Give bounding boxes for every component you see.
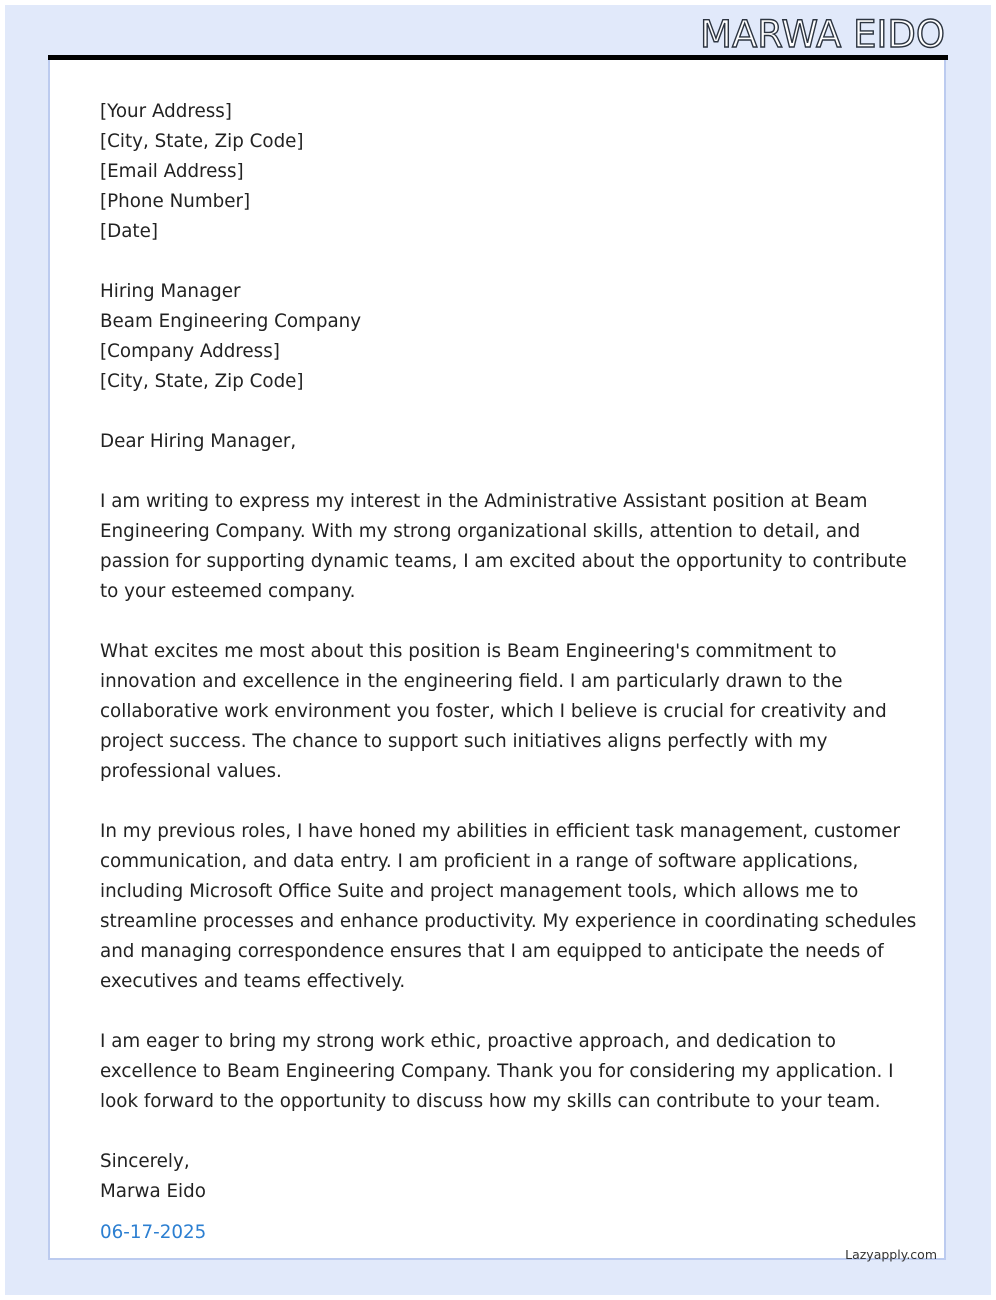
paragraph-line: I am writing to express my interest in the Administrative Assistant position at Beam (100, 491, 868, 512)
paragraph-line: streamline processes and enhance productivity. My experience in coordinating schedules (100, 911, 917, 932)
closing: Sincerely, (100, 1151, 190, 1172)
paragraph (100, 817, 917, 997)
paragraph-line: Engineering Company. With my strong organizational skills, attention to detail, and (100, 521, 861, 542)
paragraph-line: innovation and excellence in the engineering field. I am particularly drawn to the (100, 671, 843, 692)
paragraph-line: collaborative work environment you foster, which I believe is crucial for creativity and (100, 701, 887, 722)
paragraph-line: executives and teams effectively. (100, 971, 406, 992)
recipient-address: [Company Address] (100, 341, 280, 362)
paragraph (100, 637, 900, 787)
paragraph-line: What excites me most about this position is Beam Engineering's commitment to (100, 641, 837, 662)
paragraph-line: I am eager to bring my strong work ethic, proactive approach, and dedication to (100, 1031, 836, 1052)
signature: Marwa Eido (100, 1181, 206, 1202)
paragraph (100, 1027, 900, 1117)
paragraph-line: project success. The chance to support such initiatives aligns perfectly with my (100, 731, 828, 752)
letter-body (100, 97, 917, 1207)
paragraph-line: passion for supporting dynamic teams, I am excited about the opportunity to contribute (100, 551, 907, 572)
paragraph (100, 487, 907, 607)
paragraph-line: and managing correspondence ensures that I am equipped to anticipate the needs of (100, 941, 884, 962)
sender-block (100, 97, 900, 247)
sender-city: [City, State, Zip Code] (100, 131, 304, 152)
watermark: Lazyapply.com (845, 1247, 937, 1262)
applicant-name-header: MARWA EIDO (700, 13, 945, 56)
sender-phone: [Phone Number] (100, 191, 251, 212)
sender-date: [Date] (100, 221, 158, 242)
paragraph-line: In my previous roles, I have honed my abilities in efficient task management, customer (100, 821, 900, 842)
salutation: Dear Hiring Manager, (100, 431, 297, 452)
recipient-block (100, 277, 900, 397)
date-stamp: 06-17-2025 (100, 1222, 207, 1243)
paragraph-line: including Microsoft Office Suite and project management tools, which allows me to (100, 881, 859, 902)
recipient-company: Beam Engineering Company (100, 311, 362, 332)
paragraph-line: to your esteemed company. (100, 581, 356, 602)
recipient-title: Hiring Manager (100, 281, 241, 302)
paragraph-line: communication, and data entry. I am proficient in a range of software applications, (100, 851, 859, 872)
sender-email: [Email Address] (100, 161, 244, 182)
paragraph-line: look forward to the opportunity to discuss how my skills can contribute to your team. (100, 1091, 881, 1112)
paragraph-line: professional values. (100, 761, 282, 782)
paragraph-line: excellence to Beam Engineering Company. Thank you for considering my application. I (100, 1061, 894, 1082)
recipient-city: [City, State, Zip Code] (100, 371, 304, 392)
sender-address: [Your Address] (100, 101, 232, 122)
